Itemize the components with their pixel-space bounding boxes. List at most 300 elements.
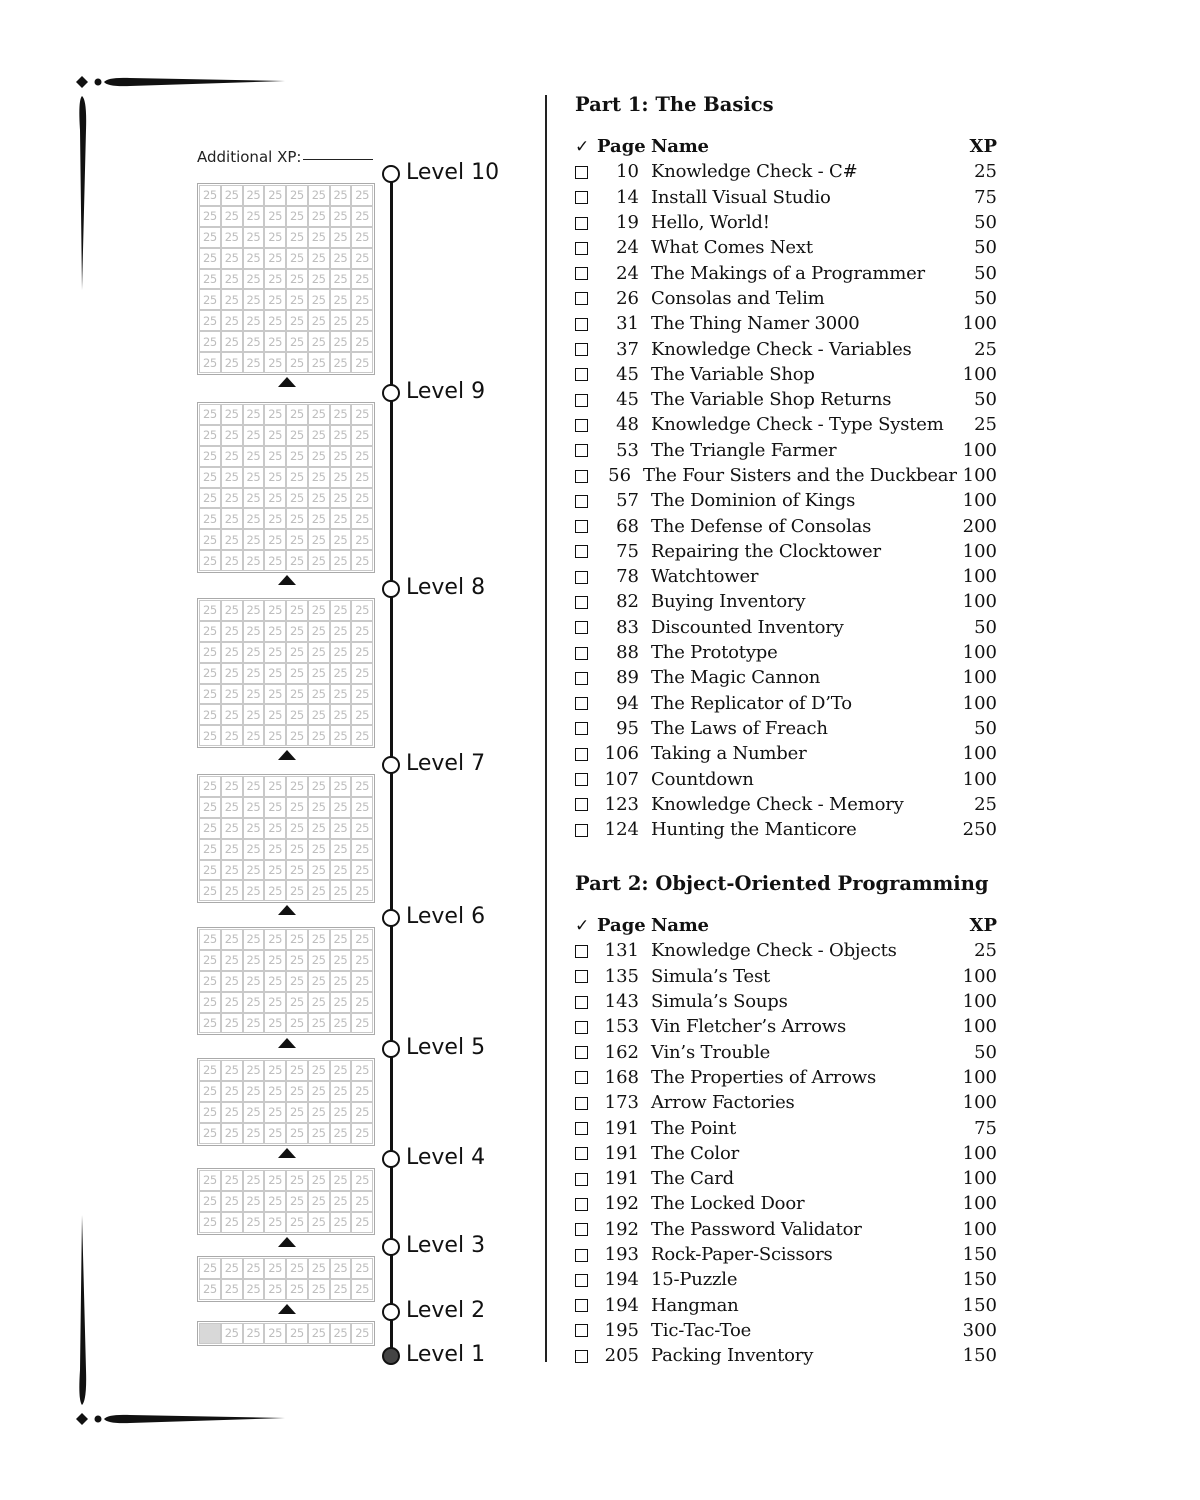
xp-cell[interactable]: 25 (243, 1279, 265, 1300)
challenge-checkbox[interactable] (575, 748, 588, 761)
xp-cell[interactable]: 25 (221, 467, 243, 488)
xp-cell[interactable]: 25 (264, 860, 286, 881)
xp-cell[interactable]: 25 (221, 185, 243, 206)
xp-cell[interactable]: 25 (330, 1258, 352, 1279)
xp-cell[interactable]: 25 (221, 248, 243, 269)
xp-cell[interactable]: 25 (221, 663, 243, 684)
xp-cell[interactable]: 25 (286, 600, 308, 621)
challenge-checkbox[interactable] (575, 1021, 588, 1034)
xp-cell[interactable]: 25 (330, 642, 352, 663)
xp-cell[interactable]: 25 (351, 248, 373, 269)
xp-cell[interactable]: 25 (199, 185, 221, 206)
xp-cell[interactable]: 25 (286, 1170, 308, 1191)
xp-cell[interactable]: 25 (264, 185, 286, 206)
xp-cell[interactable]: 25 (243, 1123, 265, 1144)
xp-cell[interactable]: 25 (308, 425, 330, 446)
xp-cell[interactable]: 25 (243, 971, 265, 992)
xp-cell[interactable]: 25 (330, 1123, 352, 1144)
xp-cell[interactable]: 25 (308, 950, 330, 971)
xp-cell[interactable]: 25 (286, 663, 308, 684)
xp-cell[interactable]: 25 (286, 310, 308, 331)
xp-cell[interactable]: 25 (221, 289, 243, 310)
challenge-checkbox[interactable] (575, 647, 588, 660)
xp-cell[interactable]: 25 (199, 1102, 221, 1123)
xp-cell[interactable]: 25 (351, 446, 373, 467)
xp-cell[interactable]: 25 (199, 704, 221, 725)
xp-cell[interactable]: 25 (264, 331, 286, 352)
xp-cell[interactable]: 25 (286, 227, 308, 248)
xp-cell[interactable]: 25 (264, 1081, 286, 1102)
xp-cell[interactable]: 25 (351, 425, 373, 446)
xp-cell[interactable]: 25 (264, 1191, 286, 1212)
xp-cell[interactable]: 25 (351, 797, 373, 818)
xp-cell[interactable]: 25 (330, 1323, 352, 1344)
xp-cell[interactable]: 25 (351, 818, 373, 839)
xp-cell[interactable]: 25 (308, 446, 330, 467)
xp-cell[interactable]: 25 (221, 1123, 243, 1144)
challenge-checkbox[interactable] (575, 444, 588, 457)
xp-cell[interactable]: 25 (308, 971, 330, 992)
xp-cell[interactable]: 25 (286, 1081, 308, 1102)
xp-cell[interactable]: 25 (351, 269, 373, 290)
xp-cell[interactable]: 25 (330, 488, 352, 509)
xp-cell[interactable]: 25 (243, 488, 265, 509)
xp-cell[interactable]: 25 (286, 248, 308, 269)
xp-cell[interactable]: 25 (199, 818, 221, 839)
xp-cell[interactable]: 25 (264, 600, 286, 621)
xp-cell[interactable]: 25 (221, 1258, 243, 1279)
xp-cell[interactable]: 25 (330, 1013, 352, 1034)
xp-cell[interactable]: 25 (243, 642, 265, 663)
xp-cell[interactable]: 25 (330, 331, 352, 352)
challenge-checkbox[interactable] (575, 824, 588, 837)
xp-cell[interactable]: 25 (286, 704, 308, 725)
xp-cell[interactable]: 25 (199, 621, 221, 642)
xp-cell[interactable]: 25 (308, 663, 330, 684)
xp-cell[interactable]: 25 (308, 992, 330, 1013)
xp-cell[interactable]: 25 (286, 508, 308, 529)
xp-cell[interactable]: 25 (264, 992, 286, 1013)
xp-cell[interactable]: 25 (243, 467, 265, 488)
xp-cell[interactable]: 25 (264, 929, 286, 950)
xp-cell[interactable]: 25 (264, 550, 286, 571)
xp-cell[interactable]: 25 (308, 642, 330, 663)
xp-cell[interactable]: 25 (330, 404, 352, 425)
xp-cell[interactable]: 25 (286, 550, 308, 571)
xp-cell[interactable]: 25 (264, 1258, 286, 1279)
xp-cell[interactable]: 25 (264, 818, 286, 839)
xp-cell[interactable]: 25 (308, 704, 330, 725)
xp-cell[interactable]: 25 (351, 1102, 373, 1123)
xp-cell[interactable]: 25 (243, 550, 265, 571)
xp-cell[interactable]: 25 (243, 227, 265, 248)
xp-cell[interactable]: 25 (243, 860, 265, 881)
xp-cell[interactable]: 25 (243, 818, 265, 839)
challenge-checkbox[interactable] (575, 368, 588, 381)
xp-cell[interactable]: 25 (330, 663, 352, 684)
xp-cell[interactable]: 25 (221, 404, 243, 425)
xp-cell[interactable]: 25 (243, 992, 265, 1013)
xp-cell[interactable]: 25 (351, 950, 373, 971)
xp-cell[interactable]: 25 (286, 1258, 308, 1279)
xp-cell[interactable]: 25 (351, 929, 373, 950)
xp-cell[interactable]: 25 (221, 684, 243, 705)
xp-cell[interactable]: 25 (351, 971, 373, 992)
xp-cell[interactable]: 25 (351, 529, 373, 550)
challenge-checkbox[interactable] (575, 419, 588, 432)
xp-cell[interactable]: 25 (286, 1191, 308, 1212)
xp-cell[interactable]: 25 (243, 880, 265, 901)
xp-cell[interactable]: 25 (264, 1102, 286, 1123)
xp-cell[interactable]: 25 (264, 725, 286, 746)
challenge-checkbox[interactable] (575, 798, 588, 811)
xp-cell[interactable]: 25 (351, 704, 373, 725)
xp-cell[interactable]: 25 (199, 1123, 221, 1144)
xp-cell[interactable]: 25 (243, 1081, 265, 1102)
xp-cell[interactable]: 25 (330, 725, 352, 746)
xp-cell[interactable]: 25 (330, 776, 352, 797)
xp-cell[interactable]: 25 (264, 404, 286, 425)
xp-cell[interactable]: 25 (308, 404, 330, 425)
xp-cell[interactable]: 25 (330, 248, 352, 269)
xp-cell[interactable]: 25 (199, 725, 221, 746)
xp-cell[interactable]: 25 (308, 289, 330, 310)
xp-cell[interactable]: 25 (286, 352, 308, 373)
xp-cell[interactable]: 25 (286, 642, 308, 663)
xp-cell[interactable]: 25 (286, 467, 308, 488)
xp-cell[interactable]: 25 (308, 818, 330, 839)
xp-cell[interactable]: 25 (330, 1170, 352, 1191)
xp-cell[interactable]: 25 (330, 310, 352, 331)
challenge-checkbox[interactable] (575, 166, 588, 179)
xp-cell[interactable]: 25 (221, 600, 243, 621)
xp-cell[interactable]: 25 (264, 797, 286, 818)
xp-cell[interactable]: 25 (308, 860, 330, 881)
xp-cell[interactable]: 25 (286, 185, 308, 206)
xp-cell[interactable]: 25 (243, 206, 265, 227)
xp-cell[interactable]: 25 (221, 704, 243, 725)
xp-cell[interactable]: 25 (351, 1060, 373, 1081)
xp-cell[interactable]: 25 (308, 508, 330, 529)
xp-cell[interactable]: 25 (308, 1212, 330, 1233)
xp-cell[interactable]: 25 (199, 269, 221, 290)
xp-cell[interactable]: 25 (286, 1123, 308, 1144)
challenge-checkbox[interactable] (575, 1097, 588, 1110)
xp-cell[interactable]: 25 (308, 352, 330, 373)
challenge-checkbox[interactable] (575, 1350, 588, 1363)
xp-cell[interactable]: 25 (243, 684, 265, 705)
xp-cell[interactable]: 25 (286, 992, 308, 1013)
challenge-checkbox[interactable] (575, 267, 588, 280)
xp-cell[interactable]: 25 (330, 425, 352, 446)
xp-cell[interactable]: 25 (264, 880, 286, 901)
xp-cell[interactable]: 25 (286, 1102, 308, 1123)
xp-cell[interactable]: 25 (308, 839, 330, 860)
xp-cell[interactable]: 25 (243, 1212, 265, 1233)
xp-cell[interactable]: 25 (330, 880, 352, 901)
challenge-checkbox[interactable] (575, 242, 588, 255)
xp-cell[interactable]: 25 (264, 950, 286, 971)
xp-cell[interactable]: 25 (264, 704, 286, 725)
xp-cell[interactable]: 25 (221, 1081, 243, 1102)
xp-cell[interactable]: 25 (351, 1279, 373, 1300)
xp-cell[interactable]: 25 (330, 550, 352, 571)
xp-cell[interactable]: 25 (330, 206, 352, 227)
xp-cell[interactable]: 25 (286, 1323, 308, 1344)
xp-cell[interactable]: 25 (243, 404, 265, 425)
xp-cell[interactable]: 25 (264, 352, 286, 373)
xp-cell[interactable]: 25 (243, 508, 265, 529)
xp-cell[interactable]: 25 (308, 550, 330, 571)
xp-cell[interactable]: 25 (221, 508, 243, 529)
xp-cell[interactable]: 25 (199, 1191, 221, 1212)
xp-cell[interactable]: 25 (199, 331, 221, 352)
xp-cell[interactable]: 25 (243, 446, 265, 467)
xp-cell[interactable]: 25 (330, 269, 352, 290)
xp-cell[interactable]: 25 (286, 529, 308, 550)
xp-cell[interactable]: 25 (330, 1081, 352, 1102)
xp-cell[interactable]: 25 (199, 1258, 221, 1279)
xp-cell[interactable]: 25 (199, 642, 221, 663)
challenge-checkbox[interactable] (575, 217, 588, 230)
xp-cell[interactable]: 25 (351, 227, 373, 248)
xp-cell[interactable]: 25 (221, 929, 243, 950)
xp-cell[interactable]: 25 (330, 860, 352, 881)
challenge-checkbox[interactable] (575, 970, 588, 983)
xp-cell[interactable]: 25 (286, 1212, 308, 1233)
xp-cell[interactable]: 25 (308, 1170, 330, 1191)
xp-cell[interactable]: 25 (286, 684, 308, 705)
xp-cell[interactable]: 25 (330, 600, 352, 621)
challenge-checkbox[interactable] (575, 722, 588, 735)
xp-cell[interactable]: 25 (286, 206, 308, 227)
xp-cell[interactable]: 25 (308, 310, 330, 331)
xp-cell[interactable]: 25 (330, 929, 352, 950)
xp-cell[interactable]: 25 (264, 621, 286, 642)
xp-cell[interactable]: 25 (221, 1212, 243, 1233)
xp-cell[interactable]: 25 (243, 185, 265, 206)
xp-cell[interactable]: 25 (199, 404, 221, 425)
challenge-checkbox[interactable] (575, 394, 588, 407)
xp-cell[interactable]: 25 (308, 269, 330, 290)
xp-cell[interactable]: 25 (330, 1102, 352, 1123)
xp-cell[interactable]: 25 (308, 600, 330, 621)
xp-cell[interactable]: 25 (351, 206, 373, 227)
xp-cell[interactable]: 25 (221, 642, 243, 663)
xp-cell[interactable]: 25 (264, 1323, 286, 1344)
xp-cell[interactable]: 25 (243, 663, 265, 684)
xp-cell-filled[interactable] (199, 1323, 221, 1344)
xp-cell[interactable]: 25 (351, 776, 373, 797)
xp-cell[interactable]: 25 (221, 839, 243, 860)
xp-cell[interactable]: 25 (199, 550, 221, 571)
xp-cell[interactable]: 25 (351, 1212, 373, 1233)
challenge-checkbox[interactable] (575, 571, 588, 584)
xp-cell[interactable]: 25 (221, 310, 243, 331)
xp-cell[interactable]: 25 (286, 950, 308, 971)
challenge-checkbox[interactable] (575, 621, 588, 634)
xp-cell[interactable]: 25 (199, 971, 221, 992)
xp-cell[interactable]: 25 (351, 508, 373, 529)
xp-cell[interactable]: 25 (286, 621, 308, 642)
challenge-checkbox[interactable] (575, 1046, 588, 1059)
xp-cell[interactable]: 25 (286, 880, 308, 901)
xp-cell[interactable]: 25 (199, 860, 221, 881)
xp-cell[interactable]: 25 (286, 425, 308, 446)
xp-cell[interactable]: 25 (199, 1212, 221, 1233)
xp-cell[interactable]: 25 (330, 446, 352, 467)
xp-cell[interactable]: 25 (308, 725, 330, 746)
xp-cell[interactable]: 25 (264, 425, 286, 446)
xp-cell[interactable]: 25 (221, 1170, 243, 1191)
xp-cell[interactable]: 25 (199, 467, 221, 488)
xp-cell[interactable]: 25 (286, 404, 308, 425)
xp-cell[interactable]: 25 (264, 529, 286, 550)
xp-cell[interactable]: 25 (199, 992, 221, 1013)
xp-cell[interactable]: 25 (351, 352, 373, 373)
xp-cell[interactable]: 25 (221, 1102, 243, 1123)
xp-cell[interactable]: 25 (351, 331, 373, 352)
challenge-checkbox[interactable] (575, 545, 588, 558)
xp-cell[interactable]: 25 (199, 950, 221, 971)
challenge-checkbox[interactable] (575, 318, 588, 331)
xp-cell[interactable]: 25 (264, 248, 286, 269)
challenge-checkbox[interactable] (575, 520, 588, 533)
xp-cell[interactable]: 25 (308, 185, 330, 206)
xp-cell[interactable]: 25 (286, 1013, 308, 1034)
xp-cell[interactable]: 25 (286, 331, 308, 352)
xp-cell[interactable]: 25 (308, 227, 330, 248)
challenge-checkbox[interactable] (575, 343, 588, 356)
xp-cell[interactable]: 25 (351, 1123, 373, 1144)
xp-cell[interactable]: 25 (221, 860, 243, 881)
xp-cell[interactable]: 25 (221, 529, 243, 550)
challenge-checkbox[interactable] (575, 1173, 588, 1186)
xp-cell[interactable]: 25 (351, 642, 373, 663)
xp-cell[interactable]: 25 (199, 1060, 221, 1081)
challenge-checkbox[interactable] (575, 1198, 588, 1211)
xp-cell[interactable]: 25 (221, 621, 243, 642)
challenge-checkbox[interactable] (575, 697, 588, 710)
xp-cell[interactable]: 25 (243, 797, 265, 818)
xp-cell[interactable]: 25 (308, 1191, 330, 1212)
xp-cell[interactable]: 25 (264, 446, 286, 467)
xp-cell[interactable]: 25 (308, 1258, 330, 1279)
xp-cell[interactable]: 25 (221, 1323, 243, 1344)
xp-cell[interactable]: 25 (243, 950, 265, 971)
challenge-checkbox[interactable] (575, 1122, 588, 1135)
xp-cell[interactable]: 25 (308, 929, 330, 950)
xp-cell[interactable]: 25 (308, 621, 330, 642)
xp-cell[interactable]: 25 (199, 776, 221, 797)
xp-cell[interactable]: 25 (221, 797, 243, 818)
xp-cell[interactable]: 25 (308, 684, 330, 705)
xp-cell[interactable]: 25 (243, 704, 265, 725)
xp-cell[interactable]: 25 (286, 776, 308, 797)
xp-cell[interactable]: 25 (330, 185, 352, 206)
xp-cell[interactable]: 25 (308, 206, 330, 227)
xp-cell[interactable]: 25 (199, 1279, 221, 1300)
xp-cell[interactable]: 25 (330, 467, 352, 488)
xp-cell[interactable]: 25 (286, 929, 308, 950)
xp-cell[interactable]: 25 (308, 880, 330, 901)
xp-cell[interactable]: 25 (351, 621, 373, 642)
xp-cell[interactable]: 25 (243, 529, 265, 550)
xp-cell[interactable]: 25 (330, 1191, 352, 1212)
xp-cell[interactable]: 25 (221, 1013, 243, 1034)
xp-cell[interactable]: 25 (243, 248, 265, 269)
xp-cell[interactable]: 25 (308, 797, 330, 818)
challenge-checkbox[interactable] (575, 1249, 588, 1262)
xp-cell[interactable]: 25 (221, 550, 243, 571)
xp-cell[interactable]: 25 (221, 227, 243, 248)
xp-cell[interactable]: 25 (330, 992, 352, 1013)
xp-cell[interactable]: 25 (308, 1013, 330, 1034)
xp-cell[interactable]: 25 (221, 352, 243, 373)
xp-cell[interactable]: 25 (199, 684, 221, 705)
xp-cell[interactable]: 25 (221, 880, 243, 901)
xp-cell[interactable]: 25 (243, 725, 265, 746)
xp-cell[interactable]: 25 (308, 529, 330, 550)
xp-cell[interactable]: 25 (286, 725, 308, 746)
xp-cell[interactable]: 25 (221, 950, 243, 971)
xp-cell[interactable]: 25 (330, 684, 352, 705)
xp-cell[interactable]: 25 (221, 331, 243, 352)
xp-cell[interactable]: 25 (264, 1013, 286, 1034)
xp-cell[interactable]: 25 (199, 1013, 221, 1034)
xp-cell[interactable]: 25 (243, 1191, 265, 1212)
xp-cell[interactable]: 25 (351, 310, 373, 331)
xp-cell[interactable]: 25 (351, 1191, 373, 1212)
xp-cell[interactable]: 25 (351, 860, 373, 881)
xp-cell[interactable]: 25 (199, 310, 221, 331)
xp-cell[interactable]: 25 (264, 488, 286, 509)
xp-cell[interactable]: 25 (351, 467, 373, 488)
xp-cell[interactable]: 25 (199, 248, 221, 269)
xp-cell[interactable]: 25 (308, 331, 330, 352)
xp-cell[interactable]: 25 (243, 1013, 265, 1034)
xp-cell[interactable]: 25 (330, 227, 352, 248)
xp-cell[interactable]: 25 (264, 1060, 286, 1081)
xp-cell[interactable]: 25 (221, 1191, 243, 1212)
xp-cell[interactable]: 25 (243, 776, 265, 797)
challenge-checkbox[interactable] (575, 996, 588, 1009)
challenge-checkbox[interactable] (575, 1223, 588, 1236)
xp-cell[interactable]: 25 (264, 684, 286, 705)
xp-cell[interactable]: 25 (330, 289, 352, 310)
xp-cell[interactable]: 25 (264, 642, 286, 663)
xp-cell[interactable]: 25 (351, 600, 373, 621)
xp-cell[interactable]: 25 (199, 446, 221, 467)
xp-cell[interactable]: 25 (199, 488, 221, 509)
xp-cell[interactable]: 25 (330, 1060, 352, 1081)
xp-cell[interactable]: 25 (286, 289, 308, 310)
xp-cell[interactable]: 25 (264, 508, 286, 529)
xp-cell[interactable]: 25 (351, 185, 373, 206)
xp-cell[interactable]: 25 (221, 1060, 243, 1081)
xp-cell[interactable]: 25 (286, 488, 308, 509)
xp-cell[interactable]: 25 (330, 818, 352, 839)
xp-cell[interactable]: 25 (286, 269, 308, 290)
xp-cell[interactable]: 25 (286, 1279, 308, 1300)
challenge-checkbox[interactable] (575, 773, 588, 786)
xp-cell[interactable]: 25 (264, 289, 286, 310)
xp-cell[interactable]: 25 (286, 818, 308, 839)
xp-cell[interactable]: 25 (351, 684, 373, 705)
xp-cell[interactable]: 25 (221, 818, 243, 839)
xp-cell[interactable]: 25 (351, 663, 373, 684)
xp-cell[interactable]: 25 (199, 797, 221, 818)
